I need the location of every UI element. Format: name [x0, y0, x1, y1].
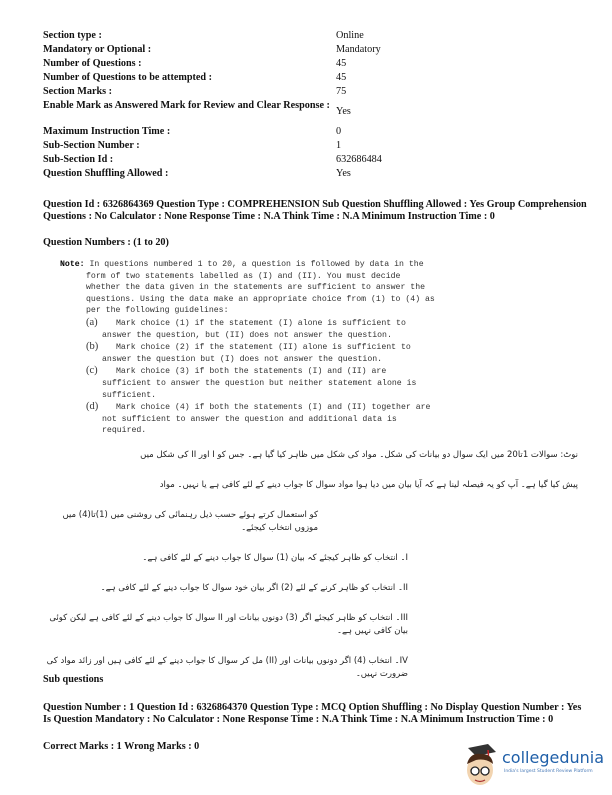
collegedunia-logo	[462, 742, 607, 790]
group-question-header: Question Id : 6326864369 Question Type : COMPREHENSION Sub Question Shuffling Allowed : Yes Group Comprehension Questions : No Calculator : None Response Time : N.A Think Time : N.A Minimum Instruction Time : 0	[43, 199, 587, 222]
section-info-value: 632686484	[336, 154, 382, 165]
note-option-text: Mark choice (1) if the statement (I) alone is sufficient to answer the question, but (II) does not answer the question.	[102, 318, 406, 340]
section-info-label: Number of Questions to be attempted :	[43, 72, 213, 83]
note-option-key: (c)	[86, 365, 98, 377]
logo-text: collegedunia	[502, 748, 605, 767]
marks: Correct Marks : 1 Wrong Marks : 0	[43, 741, 200, 752]
section-info-value: 45	[336, 72, 347, 83]
section-info-value: 0	[336, 126, 342, 137]
urdu-note-line: III۔ انتخاب کو ظاہر کیجئے اگر (3) دونوں بیانات اور II سوال کا جواب دینے کے لئے کافی ہے لیکن کوئی بیان کافی نہیں ہے۔	[49, 612, 408, 636]
instructions-note	[60, 259, 435, 437]
section-info-label: Sub-Section Id :	[43, 154, 114, 165]
note-option-text: Mark choice (3) if both the statements (I) and (II) are sufficient to answer the question but neither statement alone is sufficient.	[102, 367, 417, 400]
note-label: Note:	[60, 260, 85, 269]
section-info-value: Yes	[336, 168, 351, 179]
note-option-key: (b)	[86, 341, 99, 353]
note-option	[86, 317, 435, 341]
section-info-value: Online	[336, 30, 364, 41]
urdu-note-line: II۔ انتخاب کو ظاہر کرنے کے لئے (2) اگر بیان خود سوال کا جواب دینے کے لئے کافی ہے۔	[100, 582, 408, 593]
note-option	[86, 365, 435, 401]
section-info-label: Maximum Instruction Time :	[43, 126, 171, 137]
section-info-label: Section type :	[43, 30, 102, 41]
question-numbers: Question Numbers : (1 to 20)	[43, 237, 169, 248]
note-intro: In questions numbered 1 to 20, a question is followed by data in the form of two statements labelled as (I) and (II). You must decide whether the data given in the statements are sufficient to answer the questions. Using the data make an appropriate choice from (1) to (4) as per the following guidelines:	[86, 260, 435, 316]
section-info-value: Mandatory	[336, 44, 381, 55]
note-option-text: Mark choice (2) if the statement (II) alone is sufficient to answer the question but (I) does not answer the question.	[102, 343, 411, 364]
question-header: Question Number : 1 Question Id : 6326864370 Question Type : MCQ Option Shuffling : No Display Question Number : Yes Is Question Mandatory : No Calculator : None Response Time : N.A Think Time : N.A Minimum Instruction Time : 0	[43, 702, 582, 725]
section-info-label: Section Marks :	[43, 86, 113, 97]
instructions-block	[43, 259, 588, 681]
urdu-note-line: IV۔ انتخاب (4) اگر دونوں بیانات اور (II) مل کر سوال کا جواب دینے کے لئے کافی ہیں اور زائد مواد کی ضرورت نہیں۔	[46, 655, 408, 679]
urdu-note-line: پیش کیا گیا ہے۔ آپ کو یہ فیصلہ لینا ہے کہ آیا بیان میں دیا ہوا مواد سوال کا جواب دینے کے لئے کافی ہے یا نہیں۔ مواد	[159, 479, 578, 490]
note-option-text: Mark choice (4) if both the statements (I) and (II) together are not sufficient to answer the question and additional data is required.	[102, 403, 431, 436]
logo-tagline: India's largest Student Review Platform	[504, 769, 593, 774]
mascot-icon	[462, 742, 502, 790]
urdu-note-line: کو استعمال کرتے ہوئے حسب ذیل رہنمائی کی روشنی میں (1)تا(4) میں موزوں انتخاب کیجئے۔	[62, 509, 318, 533]
section-info-value: 45	[336, 58, 347, 69]
section-info-label: Question Shuffling Allowed :	[43, 168, 169, 179]
note-option	[86, 401, 435, 437]
section-info-label: Sub-Section Number :	[43, 140, 140, 151]
section-info-label: Mandatory or Optional :	[43, 44, 152, 55]
note-option	[86, 341, 435, 365]
note-option-key: (d)	[86, 401, 99, 413]
section-info-value: Yes	[336, 106, 351, 117]
urdu-note	[43, 449, 588, 681]
section-info-value: 1	[336, 140, 342, 151]
urdu-note-line: I۔ انتخاب کو ظاہر کیجئے کہ بیان (1) سوال کا جواب دینے کے لئے کافی ہے۔	[142, 552, 408, 563]
section-info-value: 75	[336, 86, 347, 97]
section-info-label: Number of Questions :	[43, 58, 142, 69]
urdu-note-line: نوٹ: سوالات 1تا20 میں ایک سوال دو بیانات کی شکل۔ مواد کی شکل میں ظاہر کیا گیا ہے۔ جس کو I اور II کی شکل میں	[140, 449, 578, 460]
sub-questions-label: Sub questions	[43, 674, 104, 685]
note-option-key: (a)	[86, 316, 98, 328]
section-info-label: Enable Mark as Answered Mark for Review and Clear Response :	[43, 100, 330, 111]
